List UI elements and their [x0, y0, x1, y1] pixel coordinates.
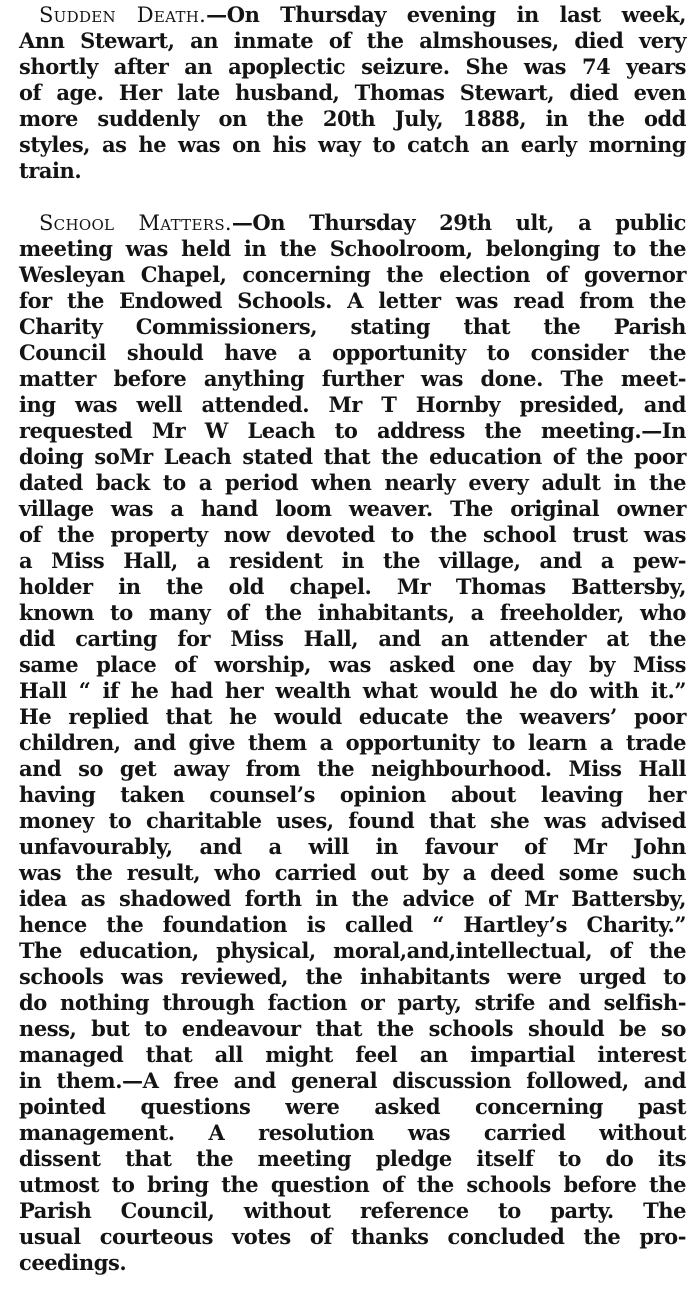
article-line: having taken counsel’s opinion about leaving her [19, 782, 686, 807]
article-line: ceedings. [19, 1250, 127, 1275]
article-line: doing soMr Leach stated that the education of the poor [19, 444, 686, 469]
article-line: meeting was held in the Schoolroom, belonging to the [19, 236, 686, 261]
article-first-line [19, 2, 686, 28]
article-line: matter before anything further was done. The meet- [19, 366, 686, 391]
article-line: unfavourably, and a will in favour of Mr John [19, 834, 686, 859]
article-line: schools was reviewed, the inhabitants were urged to [19, 964, 686, 989]
article-line: did carting for Miss Hall, and an attender at the [19, 626, 686, 651]
article-line: children, and give them a opportunity to learn a trade [19, 730, 686, 755]
article-line: hence the foundation is called “ Hartley’s Charity.” [19, 912, 686, 937]
article-line: dated back to a period when nearly every adult in the [19, 470, 686, 495]
article-line: do nothing through faction or party, strife and selfish- [19, 990, 686, 1015]
article-line: and so get away from the neighbourhood. Miss Hall [19, 756, 686, 781]
article-line: holder in the old chapel. Mr Thomas Battersby, [19, 574, 686, 599]
article-line: management. A resolution was carried without [19, 1120, 686, 1145]
article-line: Ann Stewart, an inmate of the almshouses, died very [19, 28, 686, 53]
article-sudden-death [19, 2, 686, 184]
article-line: managed that all might feel an impartial interest [19, 1042, 686, 1067]
article-line: The education, physical, moral,and,intellectual, of the [19, 938, 686, 963]
article-first-line [19, 210, 686, 236]
article-line: ing was well attended. Mr T Hornby presided, and [19, 392, 686, 417]
article-line: of the property now devoted to the school trust was [19, 522, 686, 547]
article-line: more suddenly on the 20th July, 1888, in the odd [19, 106, 686, 131]
article-school-matters [19, 210, 686, 1276]
article-headline: Sudden Death. [39, 3, 207, 27]
article-line-text: —On Thursday 29th ult, a public [231, 210, 686, 235]
article-line: He replied that he would educate the weavers’ poor [19, 704, 686, 729]
article-line: pointed questions were asked concerning past [19, 1094, 686, 1119]
article-line: styles, as he was on his way to catch an early morning [19, 132, 686, 157]
article-line: idea as shadowed forth in the advice of Mr Battersby, [19, 886, 686, 911]
article-line: same place of worship, was asked one day by Miss [19, 652, 686, 677]
article-line: known to many of the inhabitants, a freeholder, who [19, 600, 686, 625]
article-line: money to charitable uses, found that she was advised [19, 808, 686, 833]
article-line: utmost to bring the question of the schools before the [19, 1172, 686, 1197]
article-line: Council should have a opportunity to consider the [19, 340, 686, 365]
article-line: of age. Her late husband, Thomas Stewart, died even [19, 80, 686, 105]
article-line: Charity Commissioners, stating that the Parish [19, 314, 686, 339]
article-line: Wesleyan Chapel, concerning the election of governor [19, 262, 686, 287]
article-headline: School Matters. [39, 211, 232, 235]
article-line: ness, but to endeavour that the schools should be so [19, 1016, 686, 1041]
article-line: was the result, who carried out by a deed some such [19, 860, 686, 885]
article-line: requested Mr W Leach to address the meeting.—In [19, 418, 686, 443]
article-line: a Miss Hall, a resident in the village, and a pew- [19, 548, 686, 573]
article-line: train. [19, 158, 82, 183]
article-line-text: —On Thursday evening in last week, [206, 2, 687, 27]
article-line: in them.—A free and general discussion followed, and [19, 1068, 686, 1093]
article-line: village was a hand loom weaver. The original owner [19, 496, 686, 521]
article-line: Parish Council, without reference to party. The [19, 1198, 686, 1223]
article-line: for the Endowed Schools. A letter was read from the [19, 288, 686, 313]
article-line: Hall “ if he had her wealth what would he do with it.” [19, 678, 686, 703]
article-line: usual courteous votes of thanks concluded the pro- [19, 1224, 686, 1249]
article-line: dissent that the meeting pledge itself to do its [19, 1146, 686, 1171]
article-line: shortly after an apoplectic seizure. She was 74 years [19, 54, 686, 79]
